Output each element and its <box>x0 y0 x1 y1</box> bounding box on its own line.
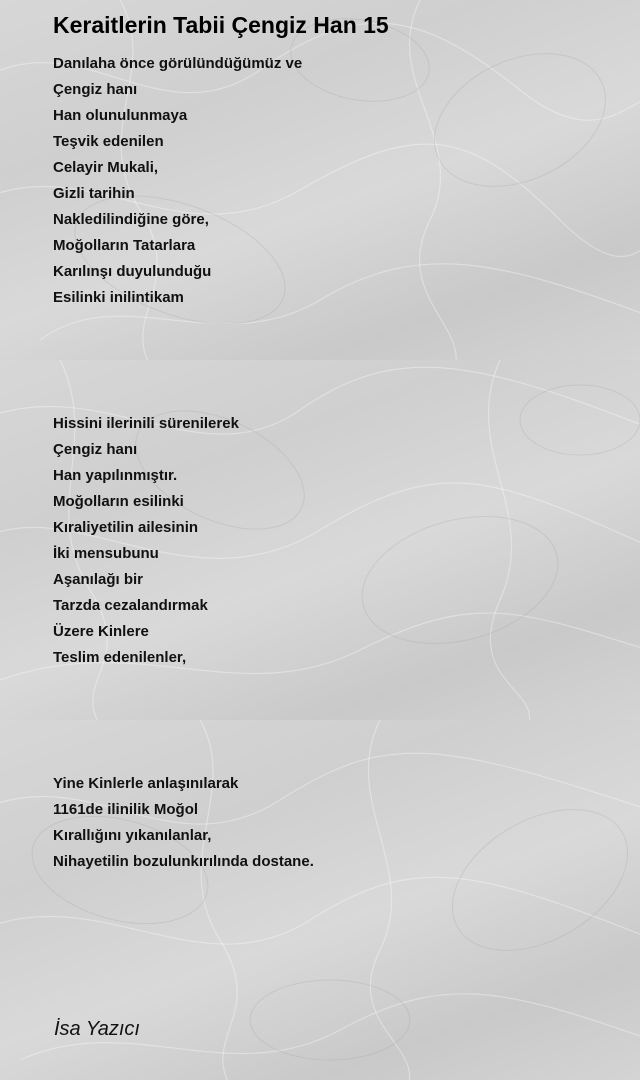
stanza <box>53 51 302 311</box>
poem-line: Moğolların esilinki <box>53 493 184 510</box>
poem-line: Yine Kinlerle anlaşınılarak <box>53 775 239 792</box>
poem-line: Teşvik edenilen <box>53 133 164 150</box>
poem-line: Nakledilindiğine göre, <box>53 211 209 228</box>
poem-line: Karılınşı duyulunduğu <box>53 263 212 280</box>
poem-line: Hissini ilerinili sürenilerek <box>53 415 239 432</box>
poem-line: Üzere Kinlere <box>53 623 149 640</box>
poem-author: İsa Yazıcı <box>54 1018 140 1040</box>
poem-line: İki mensubunu <box>53 545 159 562</box>
poem-line: Han olunulunmaya <box>53 107 188 124</box>
poem-line: 1161de ilinilik Moğol <box>53 801 199 818</box>
poem-line: Kırallığını yıkanılanlar, <box>53 827 212 844</box>
stanza <box>53 771 314 875</box>
poem-line: Moğolların Tatarlara <box>53 237 196 254</box>
poem-line: Çengiz hanı <box>53 441 138 458</box>
stanza <box>53 411 239 671</box>
poem-line: Aşanılağı bir <box>53 571 144 588</box>
poem-line: Esilinki inilintikam <box>53 289 184 306</box>
poem-line: Nihayetilin bozulunkırılında dostane. <box>53 853 314 870</box>
poem-line: Çengiz hanı <box>53 81 138 98</box>
poem-line: Tarzda cezalandırmak <box>53 597 208 614</box>
poem-line: Gizli tarihin <box>53 185 135 202</box>
poem-line: Teslim edenilenler, <box>53 649 187 666</box>
poem-line: Han yapılınmıştır. <box>53 467 178 484</box>
poem-line: Celayir Mukali, <box>53 159 159 176</box>
poem-title: Keraitlerin Tabii Çengiz Han 15 <box>53 12 389 38</box>
poem-line: Danılaha önce görülündüğümüz ve <box>53 55 303 72</box>
poem-line: Kıraliyetilin ailesinin <box>53 519 199 536</box>
